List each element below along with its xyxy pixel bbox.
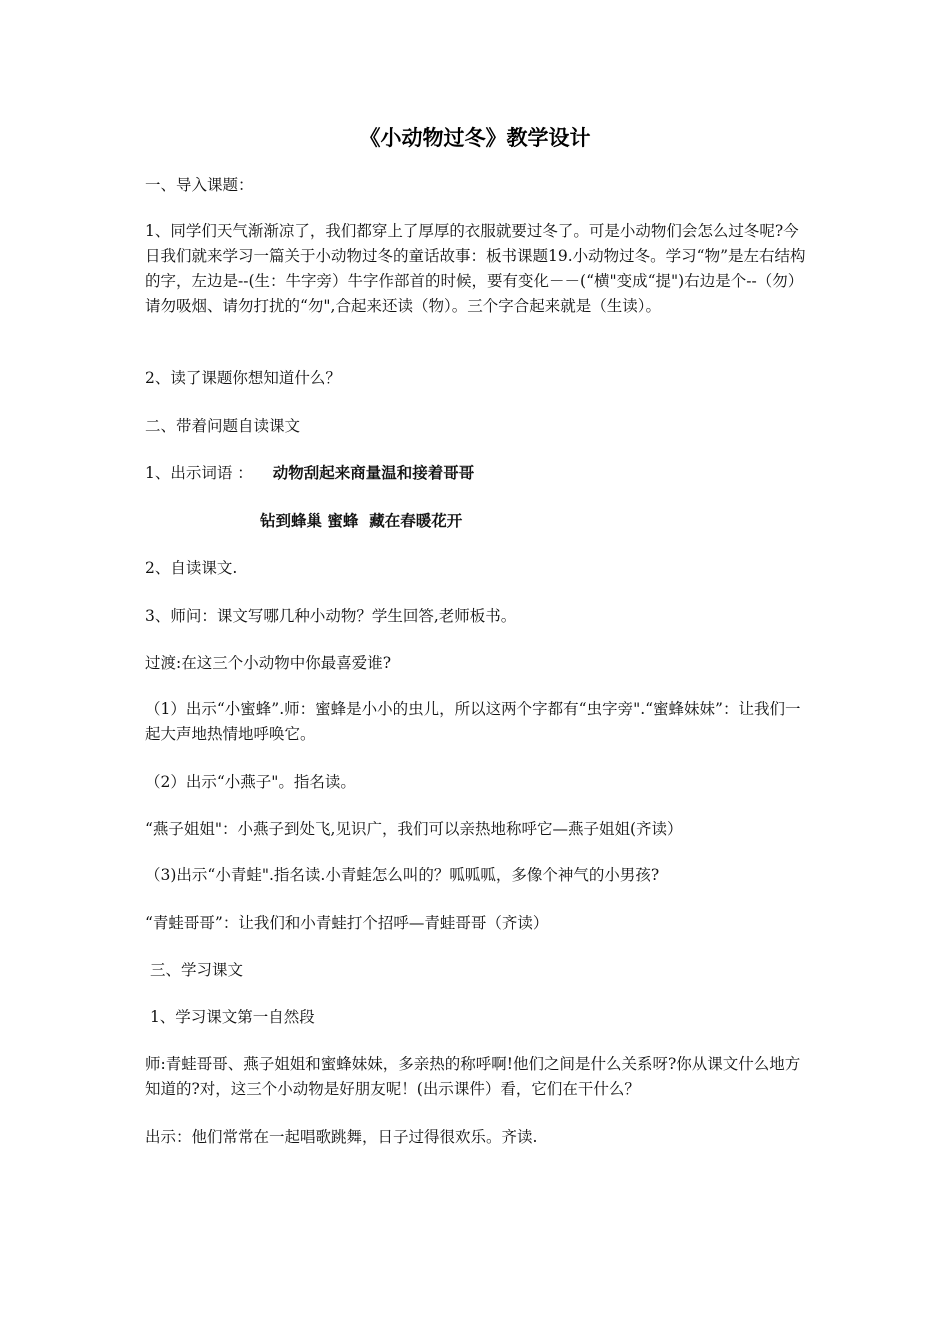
vocab-line-1 (145, 461, 810, 486)
paragraph-question: 2、读了课题你想知道什么？ (145, 369, 341, 387)
paragraph-teacher-question: 3、师问：课文写哪几种小动物？学生回答,老师板书。 (145, 607, 517, 625)
vocab-prefix: 1、出示词语 ： (145, 464, 253, 482)
section-heading-1: 一、导入课题： (145, 176, 254, 194)
subsection-heading: 1、学习课文第一自然段 (145, 1008, 315, 1026)
paragraph-frog-brother: “青蛙哥哥”：让我们和小青蛙打个招呼—青蛙哥哥（齐读） (145, 914, 549, 932)
paragraph-swallow: （2）出示“小燕子"。指名读。 (145, 773, 356, 791)
vocab-words-1: 动物刮起来商量温和接着哥哥 (272, 464, 475, 482)
paragraph-transition: 过渡:在这三个小动物中你最喜爱谁? (145, 654, 392, 672)
section-heading-2: 二、带着问题自读课文 (145, 417, 301, 435)
paragraph-bee: （1）出示“小蜜蜂”.师：蜜蜂是小小的虫儿，所以这两个字都有“虫字旁".“蜜蜂妹妹”：让我们一起大声地热情地呼唤它。 (145, 700, 801, 743)
paragraph-intro: 1、同学们天气渐渐凉了，我们都穿上了厚厚的衣服就要过冬了。可是小动物们会怎么过冬呢?今日我们就来学习一篇关于小动物过冬的童话故事：板书课题19.小动物过冬。学习“物”是左右结构的字，左边是--(生：牛字旁）牛字作部首的时候，要有变化－－(“横"变成“提")右边是个--（勿）请勿吸烟、请勿打扰的“勿",合起来还读（物）。三个字合起来就是（生读）。 (145, 222, 806, 315)
vocab-words-2: 钻到蜂巢 蜜蜂 藏在春暖花开 (260, 512, 463, 530)
document-title: 《小动物过冬》教学设计 (359, 125, 591, 150)
paragraph-frog: （3)出示“小青蛙".指名读.小青蛙怎么叫的？呱呱呱，多像个神气的小男孩? (145, 866, 660, 884)
paragraph-teacher-friends: 师:青蛙哥哥、燕子姐姐和蜜蜂妹妹，多亲热的称呼啊!他们之间是什么关系呀?你从课文什么地方知道的?对，这三个小动物是好朋友呢！(出示课件）看，它们在干什么？ (145, 1055, 801, 1098)
paragraph-show-reading: 出示：他们常常在一起唱歌跳舞，日子过得很欢乐。齐读. (145, 1128, 538, 1146)
section-heading-3: 三、学习课文 (145, 961, 243, 979)
paragraph-self-read: 2、自读课文. (145, 559, 238, 577)
paragraph-swallow-sister: “燕子姐姐"：小燕子到处飞,见识广，我们可以亲热地称呼它—燕子姐姐(齐读） (145, 820, 683, 838)
